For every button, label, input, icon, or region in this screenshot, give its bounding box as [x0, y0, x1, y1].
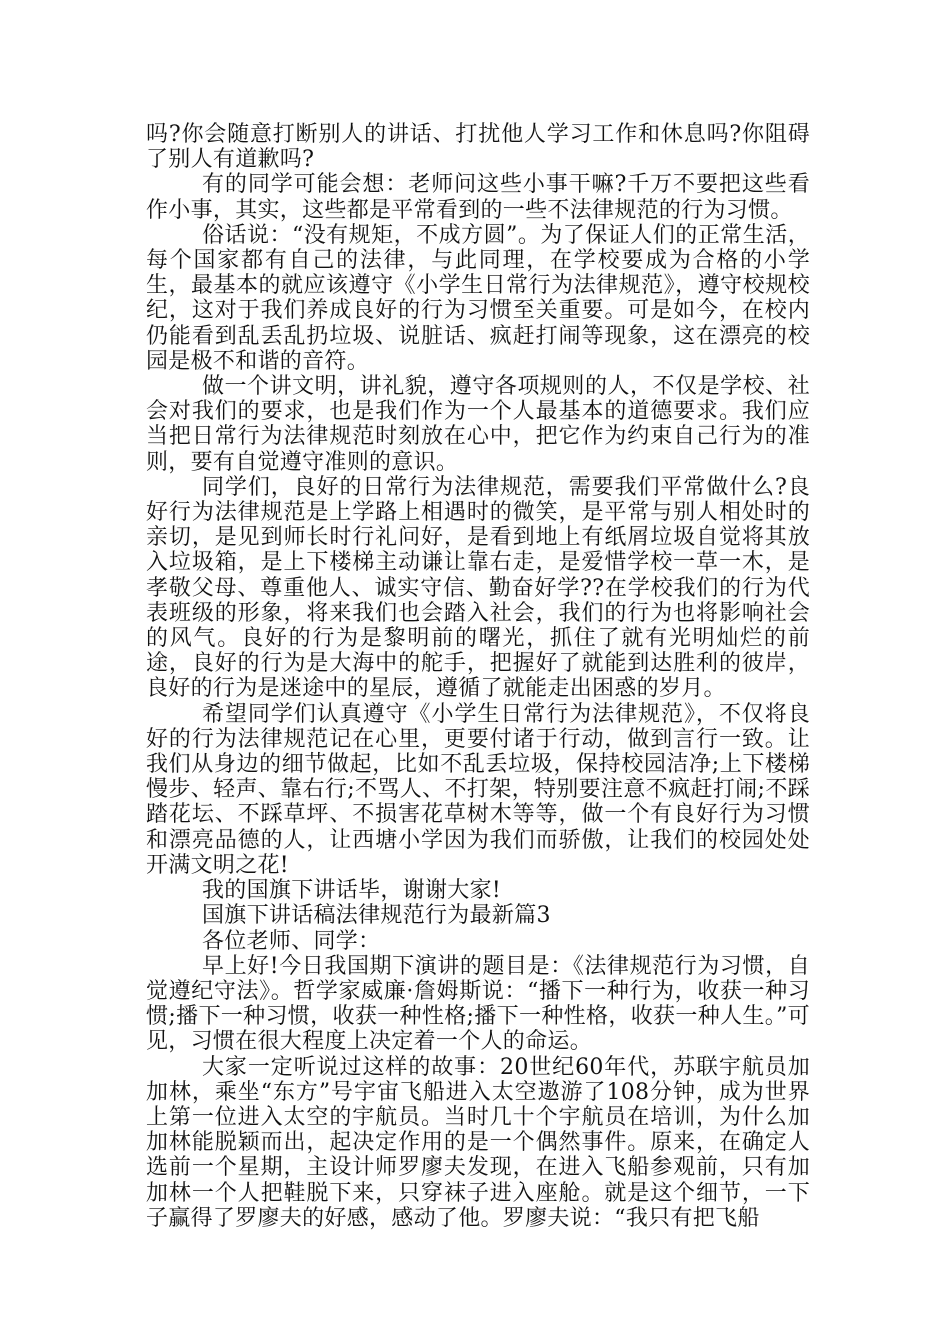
document-page — [146, 122, 810, 1231]
paragraph-speech-topic: 早上好!今日我国期下演讲的题目是：《法律规范行为习惯，自觉遵纪守法》。哲学家威廉·詹姆斯说：“播下一种行为，收获一种习惯;播下一种习惯，收获一种性格;播下一种性格，收获一种人生。”可见，习惯在很大程度上决定着一个人的命运。 — [146, 953, 810, 1055]
section-heading: 国旗下讲话稿法律规范行为最新篇3 — [202, 903, 551, 929]
paragraph-civility: 做一个讲文明，讲礼貌，遵守各项规则的人，不仅是学校、社会对我们的要求，也是我们作为一个人最基本的道德要求。我们应当把日常行为法律规范时刻放在心中，把它作为约束自己行为的准则，要有自觉遵守准则的意识。 — [146, 374, 810, 475]
paragraph-proverb: 俗话说：“没有规矩，不成方圆”。为了保证人们的正常生活，每个国家都有自己的法律，与此同理，在学校要成为合格的小学生，最基本的就应该遵守《小学生日常行为法律规范》，遵守校规校纪，这对于我们养成良好的行为习惯至关重要。可是如今，在校内仍能看到乱丢乱扔垃圾、说脏话、疯赶打闹等现象，这在漂亮的校园是极不和谐的音符。 — [146, 222, 810, 374]
paragraph-continuation: 吗?你会随意打断别人的讲话、打扰他人学习工作和休息吗?你阻碍了别人有道歉吗? — [146, 122, 810, 173]
salutation: 各位老师、同学： — [202, 928, 381, 954]
paragraph-hope: 希望同学们认真遵守《小学生日常行为法律规范》，不仅将良好的行为法律规范记在心里，更要付诸于行动，做到言行一致。让我们从身边的细节做起，比如不乱丢垃圾，保持校园洁净;上下楼梯慢步、轻声、靠右行;不骂人、不打架，特别要注意不疯赶打闹;不踩踏花坛、不踩草坪、不损害花草树木等等，做一个有良好行为习惯和漂亮品德的人，让西塘小学因为我们而骄傲，让我们的校园处处开满文明之花! — [146, 701, 810, 878]
paragraph-gagarin-story: 大家一定听说过这样的故事：20世纪60年代，苏联宇航员加加林，乘坐“东方”号宇宙飞船进入太空遨游了108分钟，成为世界上第一位进入太空的宇航员。当时几十个宇航员在培训，为什么加加林能脱颖而出，起决定作用的是一个偶然事件。原来，在确定人选前一个星期，主设计师罗廖夫发现，在进入飞船参观前，只有加加林一个人把鞋脱下来，只穿袜子进入座舱。就是这个细节，一下子赢得了罗廖夫的好感，感动了他。罗廖夫说：“我只有把飞船 — [146, 1054, 810, 1231]
closing-line: 我的国旗下讲话毕，谢谢大家! — [202, 878, 502, 904]
paragraph-good-behavior: 同学们，良好的日常行为法律规范，需要我们平常做什么?良好行为法律规范是上学路上相遇时的微笑，是平常与别人相处时的亲切，是见到师长时行礼问好，是看到地上有纸屑垃圾自觉将其放入垃圾箱，是上下楼梯主动谦让靠右走，是爱惜学校一草一木，是孝敬父母、尊重他人、诚实守信、勤奋好学??在学校我们的行为代表班级的形象，将来我们也会踏入社会，我们的行为也将影响社会的风气。良好的行为是黎明前的曙光，抓住了就有光明灿烂的前途，良好的行为是大海中的舵手，把握好了就能到达胜利的彼岸，良好的行为是迷途中的星辰，遵循了就能走出困惑的岁月。 — [146, 474, 810, 702]
paragraph-small-things: 有的同学可能会想：老师问这些小事干嘛?千万不要把这些看作小事，其实，这些都是平常看到的一些不法律规范的行为习惯。 — [146, 172, 810, 223]
